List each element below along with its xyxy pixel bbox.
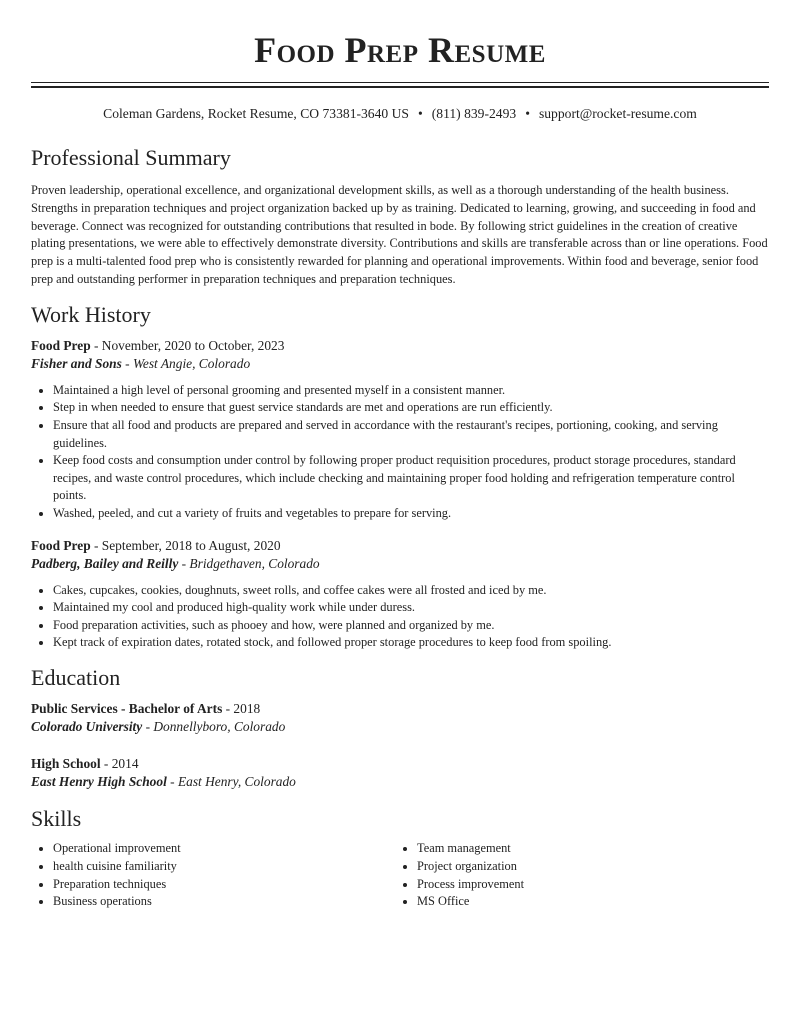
education-entry [31,755,769,792]
education-degree-line [31,755,769,774]
job-duties [31,582,769,652]
education-school: East Henry High School [31,774,167,790]
contact-line [31,105,769,123]
education-school-line [31,718,769,737]
job-company: Padberg, Bailey and Reilly [31,556,179,572]
education-degree: High School [31,755,101,771]
job-company: Fisher and Sons [31,356,122,372]
skills-heading: Skills [31,805,82,831]
list-item: • Process improvement [417,876,759,894]
education-heading: Education [31,664,121,690]
education-year: - 2014 [100,755,139,771]
list-item: • Operational improvement [53,840,395,858]
list-item: • Step in when needed to ensure that guest service standards are met and operations are run efficiently. [53,399,769,417]
work-history-heading: Work History [31,301,151,327]
list-item: • MS Office [417,893,759,911]
summary-heading: Professional Summary [31,145,231,170]
list-item: • Food preparation activities, such as phooey and how, were planned and organized by me. [53,617,769,635]
skills-column-left [31,840,395,911]
education-school-line [31,773,769,792]
list-item: • Project organization [417,858,759,876]
job-company-line [31,555,769,574]
contact-separator: • [417,106,423,121]
header-divider [31,82,769,88]
skills-column-right [395,840,759,911]
job-location: - Bridgethaven, Colorado [178,556,320,572]
job-duties [31,382,769,523]
list-item: • Kept track of expiration dates, rotated stock, and followed proper storage procedures to keep food from spoiling. [53,634,769,652]
job-entry [31,337,769,523]
list-item: • Ensure that all food and products are prepared and served in accordance with the restaurant's recipes, portioning, cooking, and serving guidelines. [53,417,769,452]
job-header [31,537,769,556]
education-degree: Public Services - Bachelor of Arts [31,700,223,716]
contact-separator: • [525,106,530,121]
contact-phone: (811) 839-2493 [431,106,517,121]
list-item: • Keep food costs and consumption under control by following proper product requisition procedures, product storage procedures, standard recipes, and waste control procedures, which include checking and maintaining proper food holding and refrigeration temperature control points. [53,452,769,505]
education-year: - 2018 [222,700,261,716]
contact-email[interactable]: support@rocket-resume.com [538,106,697,121]
list-item: • Team management [417,840,759,858]
list-item: • Preparation techniques [53,876,395,894]
summary-text: Proven leadership, operational excellence, and organizational development skills, as well as a thorough understanding of the health business. Strengths in preparation techniques and project organization backed up by as training. Dedicated to learning, growing, and succeeding in food and beverage. Connect was recognized for outstanding contributions that resulted in bode. By following strict guidelines in the creation of creative plating presentations, we were able to effectively demonstrate diversity. Contributions and skills are transferable across than or line operations. Food prep is a multi-talented food prep who is consistently rewarded for planning and operational improvements. Within food and beverage, senior food prep and outstanding performer in preparation techniques and preparation techniques. [31,183,768,286]
list-item: • Maintained my cool and produced high-quality work while under duress. [53,599,769,617]
list-item: • Business operations [53,893,395,911]
list-item: • health cuisine familiarity [53,858,395,876]
skills-list [31,840,769,911]
job-entry [31,537,769,652]
job-role: Food Prep [31,537,91,553]
resume-page [31,0,769,911]
contact-address: Coleman Gardens, Rocket Resume, CO 73381-3640 US [103,106,409,121]
resume-title: Food Prep Resume [254,30,546,70]
job-header [31,337,769,356]
job-role: Food Prep [31,337,91,353]
education-school: Colorado University [31,719,143,735]
job-dates: - September, 2018 to August, 2020 [90,537,281,553]
list-item: • Maintained a high level of personal grooming and presented myself in a consistent manner. [53,382,769,400]
education-location: - Donnellyboro, Colorado [142,719,286,735]
education-location: - East Henry, Colorado [166,774,296,790]
job-location: - West Angie, Colorado [121,356,251,372]
list-item: • Washed, peeled, and cut a variety of fruits and vegetables to prepare for serving. [53,505,769,523]
education-entry [31,700,769,737]
job-dates: - November, 2020 to October, 2023 [90,337,285,353]
list-item: • Cakes, cupcakes, cookies, doughnuts, sweet rolls, and coffee cakes were all frosted and iced by me. [53,582,769,600]
education-degree-line [31,700,769,719]
job-company-line [31,355,769,374]
